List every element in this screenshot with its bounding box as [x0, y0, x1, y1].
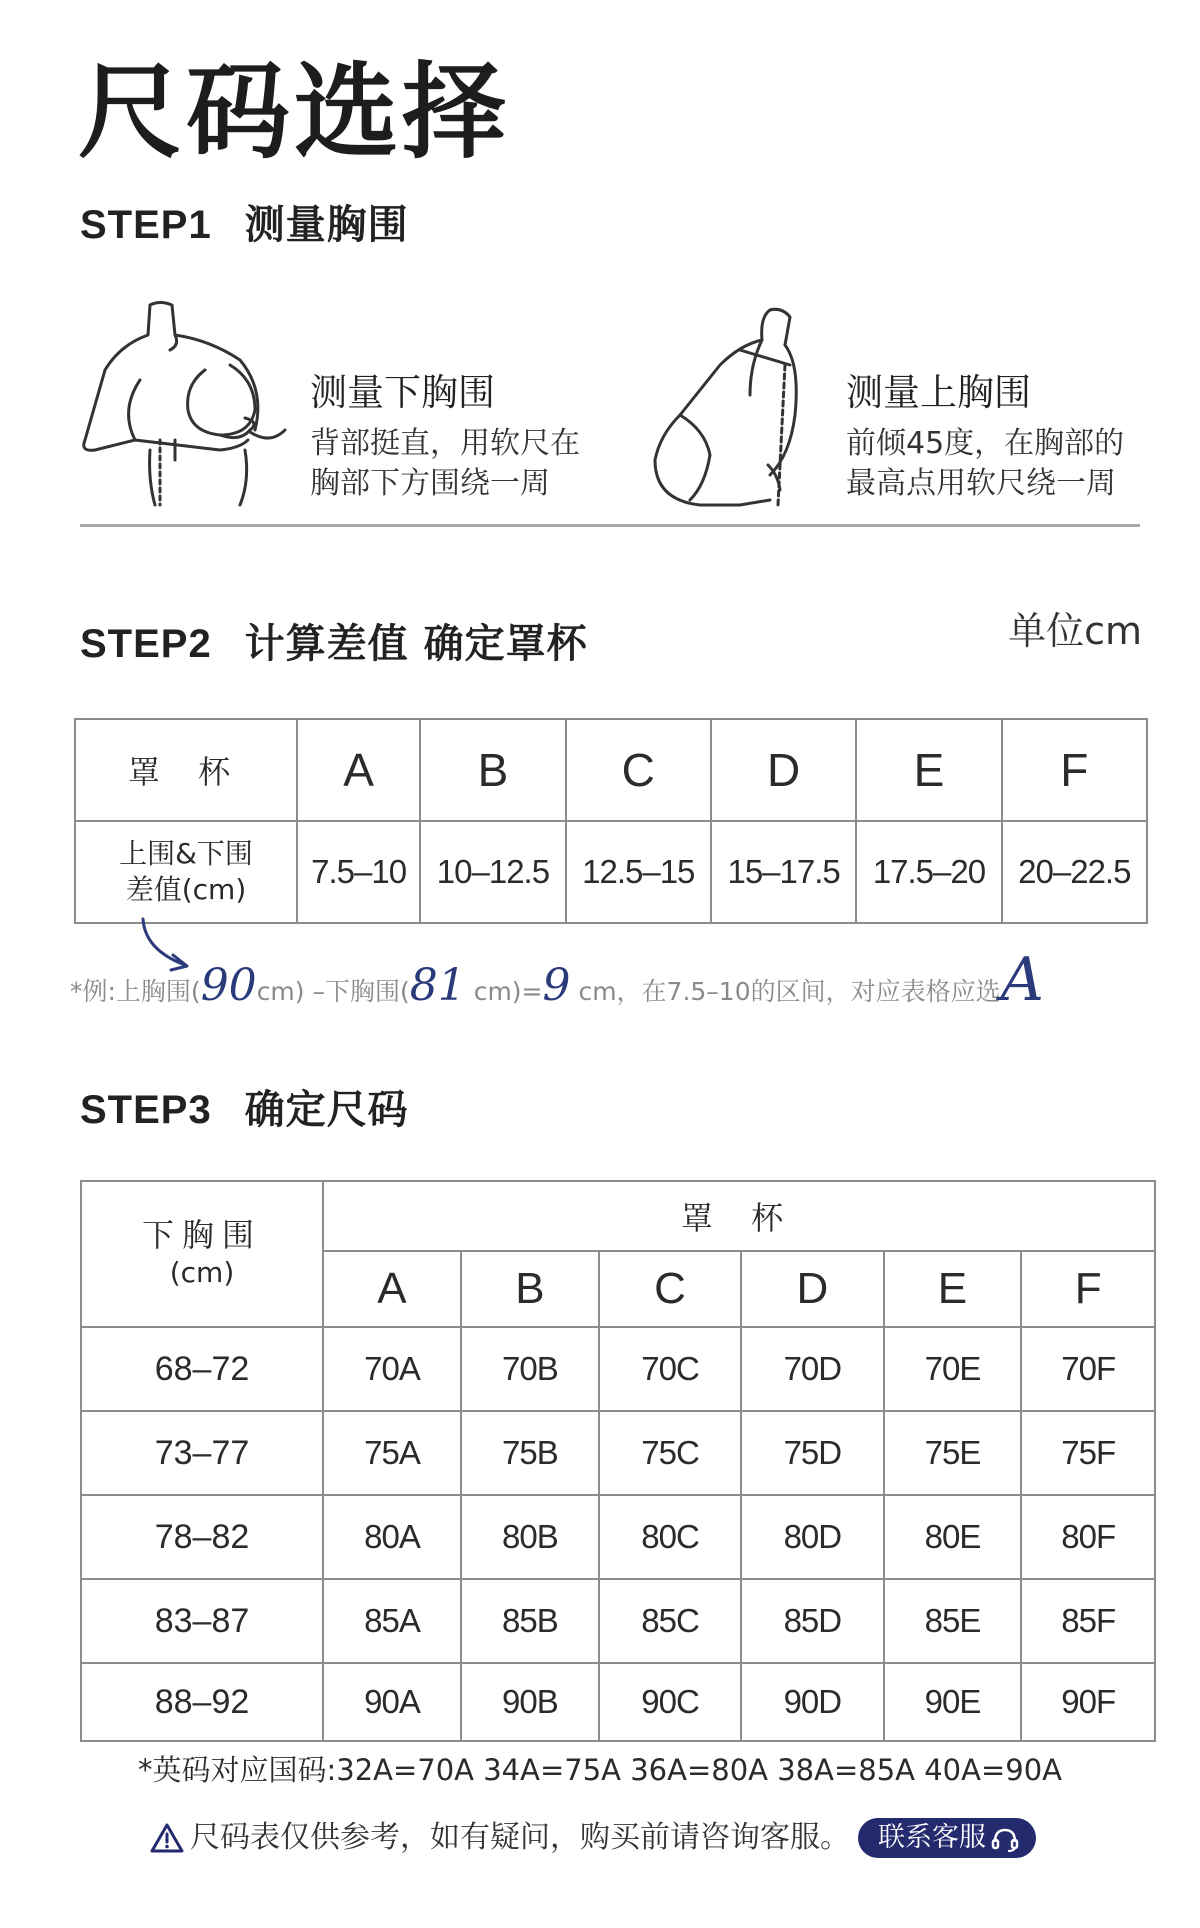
diff-cell: 12.5–15 [566, 821, 711, 923]
size-table [80, 1180, 1156, 1742]
upper-bust-illustration [650, 305, 830, 515]
size-cell: 90F [1021, 1663, 1155, 1741]
diff-cell: 20–22.5 [1002, 821, 1147, 923]
step1-heading [80, 202, 409, 248]
size-cell: 90B [461, 1663, 599, 1741]
unit-label: 单位cm [1008, 609, 1142, 653]
step2-prefix: STEP2 [80, 622, 212, 666]
example-text-2: cm) –下胸围( [256, 977, 410, 1006]
under-bust-illustration [80, 300, 310, 510]
size-cell: 90C [599, 1663, 741, 1741]
step2-title: 计算差值 确定罩杯 [244, 621, 588, 667]
diff-row-label-line2: 差值(cm) [125, 873, 247, 906]
step3-heading [80, 1087, 409, 1133]
contact-service-label: 联系客服 [878, 1822, 986, 1853]
cup-header-cell: C [566, 719, 711, 821]
disclaimer [150, 1818, 1036, 1858]
size-cell: 85D [741, 1579, 883, 1663]
size-cell: 85B [461, 1579, 599, 1663]
size-cell: 70E [884, 1327, 1022, 1411]
diff-cell: 7.5–10 [297, 821, 420, 923]
example-text-4: cm，在7.5–10的区间，对应表格应选 [570, 977, 1001, 1006]
size-cell: 75F [1021, 1411, 1155, 1495]
size-cell: 75D [741, 1411, 883, 1495]
diff-cell: 10–12.5 [420, 821, 565, 923]
warning-icon [150, 1822, 184, 1854]
step2-heading [80, 621, 588, 667]
band-cell: 68–72 [81, 1327, 323, 1411]
size-cell: 80A [323, 1495, 461, 1579]
cup-header-cell: E [856, 719, 1001, 821]
cup-table [74, 718, 1148, 924]
size-cell: 80E [884, 1495, 1022, 1579]
band-cell: 78–82 [81, 1495, 323, 1579]
step3-prefix: STEP3 [80, 1088, 212, 1132]
size-cell: 80B [461, 1495, 599, 1579]
example-cup-value: A [1000, 945, 1044, 1015]
cup-header-cell: C [599, 1251, 741, 1327]
size-cell: 70C [599, 1327, 741, 1411]
under-bust-desc-2: 胸部下方围绕一周 [310, 466, 550, 501]
size-cell: 90E [884, 1663, 1022, 1741]
size-cell: 70F [1021, 1327, 1155, 1411]
table-row [81, 1663, 1155, 1741]
size-header-row-1 [81, 1181, 1155, 1251]
band-cell: 73–77 [81, 1411, 323, 1495]
example-upper-value: 90 [200, 960, 257, 1011]
page-title: 尺码选择 [78, 51, 511, 173]
under-bust-header-label: 下胸围 [141, 1216, 262, 1254]
band-cell: 88–92 [81, 1663, 323, 1741]
under-bust-header-unit: (cm) [169, 1256, 235, 1289]
cup-header-row [75, 719, 1147, 821]
under-bust-header [81, 1181, 323, 1327]
size-cell: 85A [323, 1579, 461, 1663]
cup-header-cell: D [711, 719, 856, 821]
size-cell: 70B [461, 1327, 599, 1411]
cup-header-cell: A [323, 1251, 461, 1327]
size-cell: 80C [599, 1495, 741, 1579]
cup-header-cell: B [420, 719, 565, 821]
example-diff-value: 9 [542, 960, 571, 1011]
size-cell: 75B [461, 1411, 599, 1495]
size-cell: 85C [599, 1579, 741, 1663]
example-note [70, 945, 1044, 1015]
upper-bust-desc-2: 最高点用软尺绕一周 [846, 466, 1116, 501]
cup-row-label: 罩 杯 [75, 719, 297, 821]
diff-row-label-line1: 上围&下围 [119, 837, 253, 870]
cup-header-cell: F [1021, 1251, 1155, 1327]
under-bust-title: 测量下胸围 [310, 371, 495, 414]
size-cell: 90A [323, 1663, 461, 1741]
table-row [81, 1495, 1155, 1579]
size-cell: 75E [884, 1411, 1022, 1495]
band-cell: 83–87 [81, 1579, 323, 1663]
size-cell: 80F [1021, 1495, 1155, 1579]
contact-service-button[interactable] [858, 1818, 1036, 1858]
upper-bust-desc-1: 前倾45度，在胸部的 [846, 426, 1125, 461]
cup-header-cell: B [461, 1251, 599, 1327]
example-under-value: 81 [409, 960, 466, 1011]
size-cell: 70D [741, 1327, 883, 1411]
step1-prefix: STEP1 [80, 203, 212, 247]
table-row [81, 1411, 1155, 1495]
size-cell: 75A [323, 1411, 461, 1495]
example-text-3: cm)= [465, 977, 543, 1006]
cup-header-cell: F [1002, 719, 1147, 821]
step3-title: 确定尺码 [244, 1087, 409, 1133]
size-cell: 80D [741, 1495, 883, 1579]
intl-size-note: *英码对应国码:32A=70A 34A=75A 36A=80A 38A=85A 40A=90A [137, 1753, 1063, 1787]
diff-row [75, 821, 1147, 923]
under-bust-desc-1: 背部挺直，用软尺在 [310, 426, 580, 461]
cup-header-cell: A [297, 719, 420, 821]
diff-cell: 17.5–20 [856, 821, 1001, 923]
size-cell: 90D [741, 1663, 883, 1741]
table-row [81, 1327, 1155, 1411]
headset-icon [990, 1826, 1020, 1852]
size-cell: 70A [323, 1327, 461, 1411]
diff-cell: 15–17.5 [711, 821, 856, 923]
size-cell: 85F [1021, 1579, 1155, 1663]
table-row [81, 1579, 1155, 1663]
diff-row-label [75, 821, 297, 923]
upper-bust-title: 测量上胸围 [846, 371, 1031, 414]
example-text-1: *例:上胸围( [70, 977, 201, 1006]
section-divider [80, 524, 1140, 527]
size-cell: 75C [599, 1411, 741, 1495]
cup-header-cell: E [884, 1251, 1022, 1327]
disclaimer-text: 尺码表仅供参考，如有疑问，购买前请咨询客服。 [190, 1819, 850, 1855]
step1-title: 测量胸围 [244, 202, 409, 248]
cup-header-cell: D [741, 1251, 883, 1327]
size-cell: 85E [884, 1579, 1022, 1663]
cup-group-header: 罩 杯 [323, 1181, 1155, 1251]
